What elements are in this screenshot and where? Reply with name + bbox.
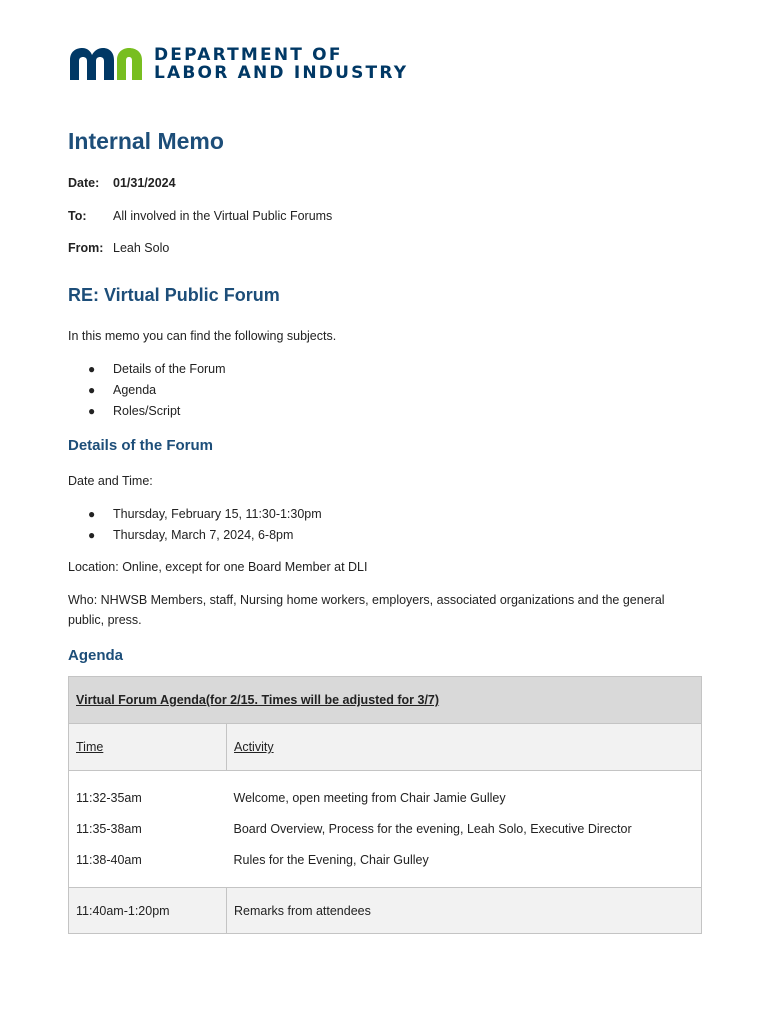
table-row <box>69 845 702 888</box>
page-title: Internal Memo <box>68 128 224 154</box>
bullet-icon: ● <box>88 506 96 521</box>
logo-line-2: LABOR AND INDUSTRY <box>154 63 409 83</box>
who-line-2: public, press. <box>68 613 142 627</box>
dates-list <box>88 503 322 545</box>
column-header-activity: Activity <box>227 724 702 771</box>
list-item: ● Details of the Forum <box>88 361 226 376</box>
date-value: 01/31/2024 <box>113 176 176 190</box>
activity-cell: Rules for the Evening, Chair Gulley <box>227 845 702 888</box>
list-item: ● Agenda <box>88 382 157 397</box>
table-title-row <box>69 677 702 724</box>
to-value: All involved in the Virtual Public Forums <box>113 209 333 223</box>
date-time-label: Date and Time: <box>68 474 153 488</box>
agenda-table <box>68 676 702 934</box>
list-item: ● Roles/Script <box>88 403 181 418</box>
table-row <box>69 813 702 845</box>
activity-cell: Welcome, open meeting from Chair Jamie Gulley <box>227 771 702 814</box>
department-logo <box>68 44 408 84</box>
table-row <box>69 888 702 934</box>
list-item: ● Thursday, February 15, 11:30-1:30pm <box>88 506 322 521</box>
re-heading: RE: Virtual Public Forum <box>68 285 280 305</box>
date-row <box>68 176 176 190</box>
list-item: ● Thursday, March 7, 2024, 6-8pm <box>88 527 294 542</box>
activity-cell: Remarks from attendees <box>227 888 702 934</box>
details-heading: Details of the Forum <box>68 437 214 454</box>
mn-logo-icon <box>68 46 144 82</box>
from-row <box>68 241 169 255</box>
who-line-1: Who: NHWSB Members, staff, Nursing home workers, employers, associated organizations and the general <box>68 593 665 607</box>
bullet-icon: ● <box>88 361 96 376</box>
time-cell: 11:40am-1:20pm <box>69 888 227 934</box>
time-cell: 11:38-40am <box>69 845 227 888</box>
to-label: To: <box>68 209 87 223</box>
agenda-heading: Agenda <box>68 647 124 664</box>
logo-line-1: DEPARTMENT OF <box>154 45 343 65</box>
location-text: Location: Online, except for one Board Member at DLI <box>68 560 368 574</box>
bullet-icon: ● <box>88 382 96 397</box>
intro-text: In this memo you can find the following subjects. <box>68 329 337 343</box>
from-label: From: <box>68 241 104 255</box>
bullet-icon: ● <box>88 527 96 542</box>
bullet-icon: ● <box>88 403 96 418</box>
who-text <box>68 590 688 630</box>
table-header-row <box>69 724 702 771</box>
column-header-time: Time <box>69 724 227 771</box>
subjects-list <box>88 358 226 421</box>
logo-text <box>154 46 408 82</box>
from-value: Leah Solo <box>113 241 170 255</box>
table-title: Virtual Forum Agenda(for 2/15. Times will be adjusted for 3/7) <box>69 677 702 724</box>
table-row <box>69 771 702 814</box>
date-label: Date: <box>68 176 100 190</box>
time-cell: 11:32-35am <box>69 771 227 814</box>
time-cell: 11:35-38am <box>69 813 227 845</box>
activity-cell: Board Overview, Process for the evening, Leah Solo, Executive Director <box>227 813 702 845</box>
to-row <box>68 209 332 223</box>
